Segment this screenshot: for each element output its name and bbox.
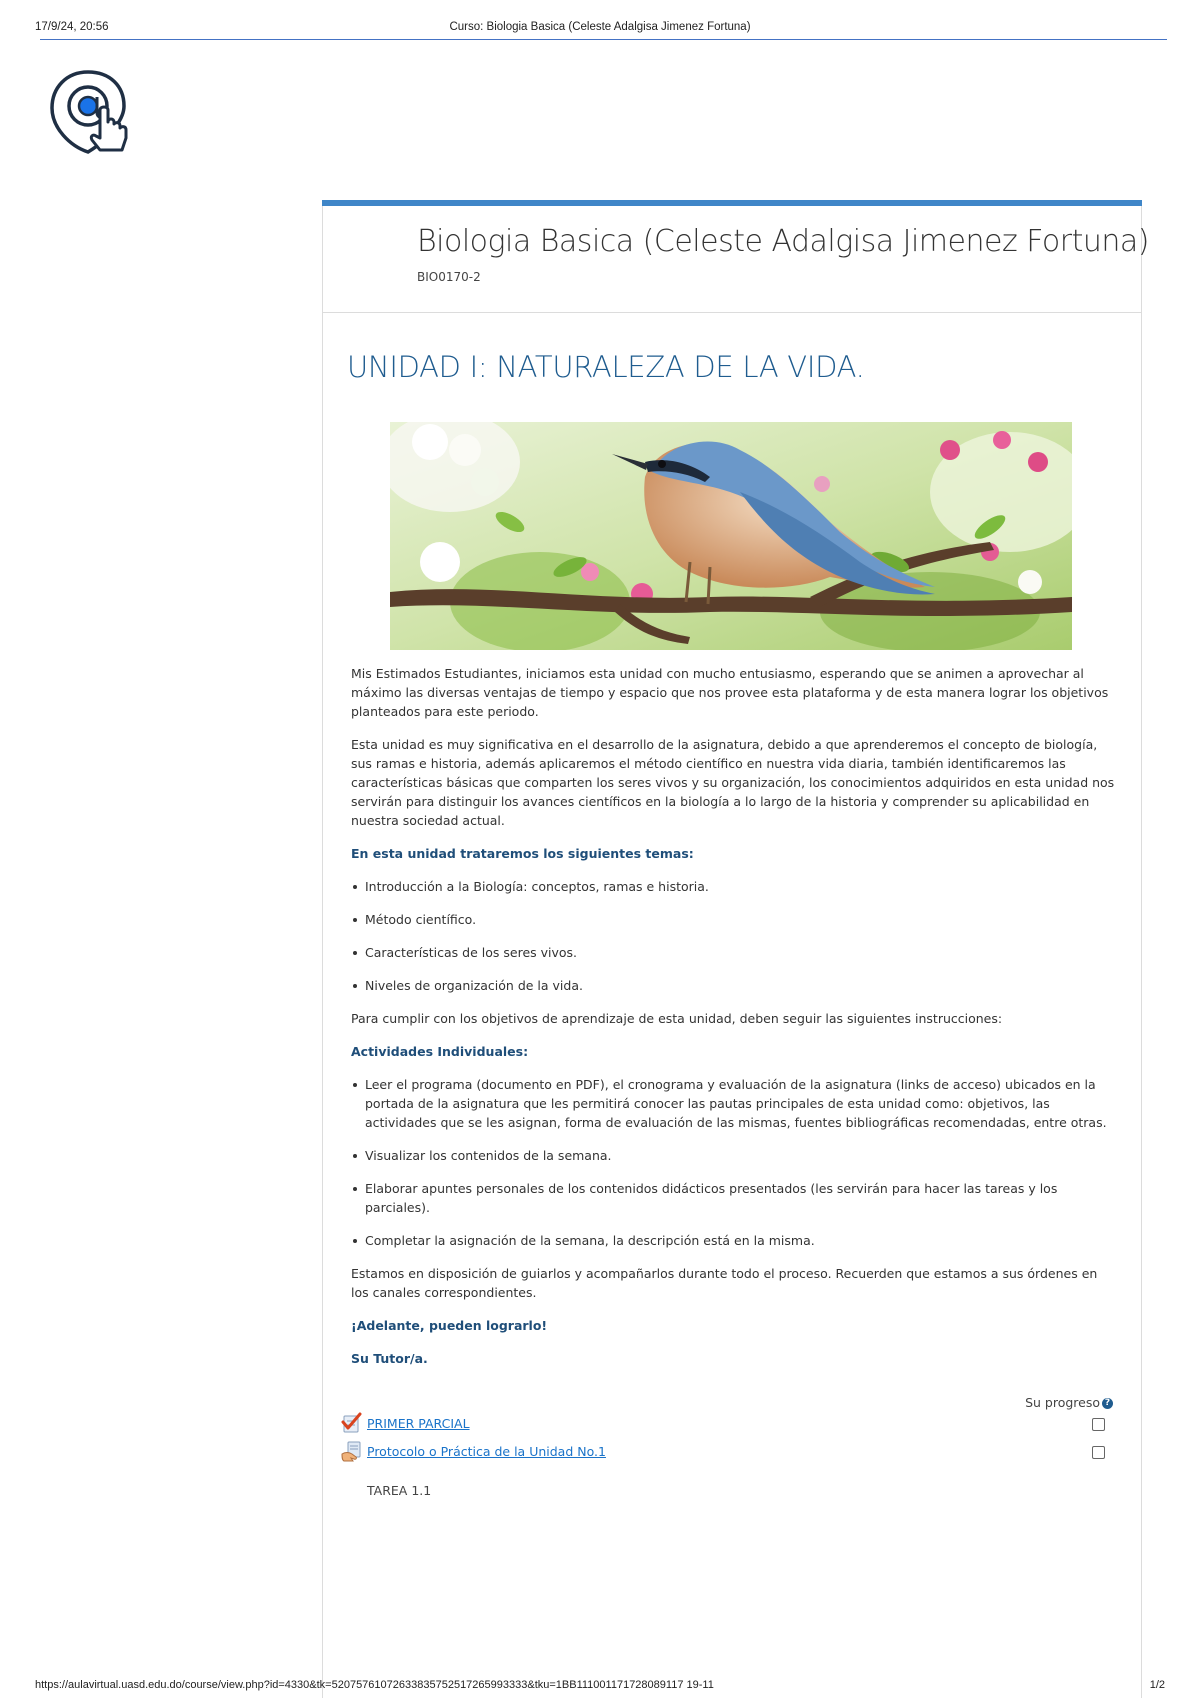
completion-checkbox[interactable]	[1092, 1418, 1105, 1431]
header-divider	[40, 39, 1167, 40]
activity-primer-parcial	[341, 1412, 1123, 1438]
site-logo[interactable]	[50, 66, 134, 160]
section-banner-image	[390, 422, 1072, 650]
bird-on-blossom-branch-image	[390, 422, 1072, 650]
topics-heading: En esta unidad trataremos los siguientes temas:	[351, 846, 694, 861]
activities-list	[351, 1075, 1115, 1250]
section-summary	[351, 664, 1115, 1382]
label-tarea: TAREA 1.1	[367, 1483, 432, 1498]
activity-link[interactable]: Protocolo o Práctica de la Unidad No.1	[367, 1444, 606, 1459]
topics-list	[351, 877, 1115, 995]
assignment-hand-icon	[341, 1440, 363, 1462]
print-url: https://aulavirtual.uasd.edu.do/course/view.php?id=4330&tk=52075761072633835752517265993333&tku=1BB111001171728089117 19-11	[35, 1679, 714, 1691]
section-title: UNIDAD I: NATURALEZA DE LA VIDA.	[347, 350, 865, 384]
print-header	[0, 0, 1200, 40]
list-item: Niveles de organización de la vida.	[365, 976, 1115, 995]
activity-link[interactable]: PRIMER PARCIAL	[367, 1416, 470, 1431]
activity-protocolo	[341, 1440, 1123, 1466]
list-item: Características de los seres vivos.	[365, 943, 1115, 962]
course-card	[322, 200, 1149, 1698]
page-number: 1/2	[1149, 1679, 1165, 1691]
print-date: 17/9/24, 20:56	[35, 21, 109, 33]
course-code: BIO0170-2	[417, 270, 481, 284]
activities-heading: Actividades Individuales:	[351, 1044, 529, 1059]
completion-checkbox[interactable]	[1092, 1446, 1105, 1459]
course-title: Biologia Basica (Celeste Adalgisa Jimenez Fortuna)	[417, 224, 1149, 259]
instructions-paragraph: Para cumplir con los objetivos de aprendizaje de esta unidad, deben seguir las siguientes instrucciones:	[351, 1011, 1003, 1026]
closing-paragraph: Estamos en disposición de guiarlos y acompañarlos durante todo el proceso. Recuerden que estamos a sus órdenes en los canales correspondientes.	[351, 1266, 1098, 1300]
list-item: Elaborar apuntes personales de los contenidos didácticos presentados (les servirán para hacer las tareas y los parciales).	[365, 1179, 1115, 1217]
intro-paragraph-1: Mis Estimados Estudiantes, iniciamos esta unidad con mucho entusiasmo, esperando que se animen a aprovechar al máximo las diversas ventajas de tiempo y espacio que nos provee esta plataforma y de esta manera lograr los objetivos planteados para este periodo.	[351, 666, 1109, 719]
progress-label	[1025, 1395, 1113, 1410]
cheer-text: ¡Adelante, pueden lograrlo!	[351, 1318, 548, 1333]
progress-text: Su progreso	[1025, 1395, 1100, 1410]
tutor-signature: Su Tutor/a.	[351, 1351, 428, 1366]
at-sign-pointer-hand-icon	[50, 66, 134, 160]
list-item: Leer el programa (documento en PDF), el cronograma y evaluación de la asignatura (links de acceso) ubicados en la portada de la asignatura que les permitirá conocer las pautas principales de esta unidad como: objetivos, las actividades que se les asignan, forma de evaluación de las mismas, fuentes bibliográficas recomendadas, entre otras.	[365, 1075, 1115, 1132]
list-item: Visualizar los contenidos de la semana.	[365, 1146, 1115, 1165]
list-item: Introducción a la Biología: conceptos, ramas e historia.	[365, 877, 1115, 896]
print-footer	[0, 1676, 1200, 1698]
course-header	[323, 206, 1149, 313]
list-item: Método científico.	[365, 910, 1115, 929]
print-title: Curso: Biologia Basica (Celeste Adalgisa Jimenez Fortuna)	[449, 21, 751, 33]
list-item: Completar la asignación de la semana, la descripción está en la misma.	[365, 1231, 1115, 1250]
intro-paragraph-2: Esta unidad es muy significativa en el desarrollo de la asignatura, debido a que aprenderemos el concepto de biología, sus ramas e historia, además aplicaremos el método científico en nuestra vida diaria, también identificaremos las características básicas que comparten los seres vivos y su organización, los conocimientos adquiridos en esta unidad nos servirán para distinguir los avances científicos en la biología a lo largo de la historia y comprender su aplicabilidad en nuestra sociedad actual.	[351, 737, 1115, 828]
help-icon[interactable]: ?	[1102, 1398, 1113, 1409]
quiz-checkmark-icon	[341, 1412, 363, 1434]
